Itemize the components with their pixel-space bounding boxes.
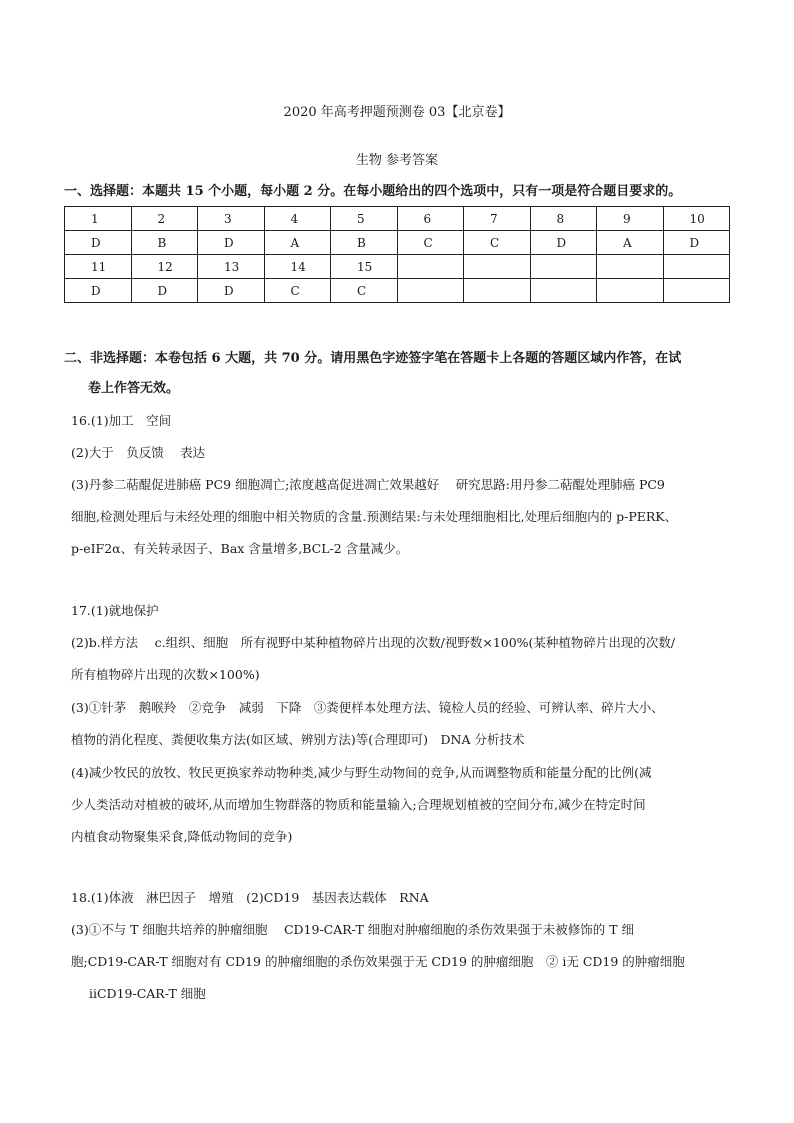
q17-line-5: 植物的消化程度、粪便收集方法(如区域、辨别方法)等(合理即可) DNA 分析技术: [71, 732, 525, 747]
answer-table-cell: 4: [264, 207, 331, 231]
answer-table-row: [65, 231, 730, 255]
answer-table-cell: [397, 255, 464, 279]
q16-line-1: 16.(1)加工 空间: [71, 413, 172, 428]
q18-line-2: (3)①不与 T 细胞共培养的肿瘤细胞 CD19-CAR-T 细胞对肿瘤细胞的杀伤效果强于未被修饰的 T 细: [71, 922, 635, 937]
answer-table-cell: D: [65, 279, 132, 303]
answer-table-cell: 14: [264, 255, 331, 279]
q16-line-2: (2)大于 负反馈 表达: [71, 445, 206, 460]
answer-table-row: [65, 207, 730, 231]
answer-table-cell: D: [198, 231, 265, 255]
answer-table-row: [65, 279, 730, 303]
answer-table-cell: D: [131, 279, 198, 303]
answer-table-cell: D: [65, 231, 132, 255]
document-subtitle: 生物 参考答案: [355, 153, 439, 168]
answer-table-cell: D: [530, 231, 597, 255]
answer-table-cell: [663, 255, 730, 279]
answer-table-cell: A: [597, 231, 664, 255]
answer-table-cell: 12: [131, 255, 198, 279]
q17-line-7: 少人类活动对植被的破坏,从而增加生物群落的物质和能量输入;合理规划植被的空间分布,减少在特定时间: [71, 797, 646, 812]
answer-table-cell: [530, 255, 597, 279]
answer-table-cell: B: [331, 231, 398, 255]
answer-table-cell: 9: [597, 207, 664, 231]
q18-line-3: 胞;CD19-CAR-T 细胞对有 CD19 的肿瘤细胞的杀伤效果强于无 CD19 的肿瘤细胞 ② ⅰ无 CD19 的肿瘤细胞: [71, 954, 685, 969]
answer-table-cell: 3: [198, 207, 265, 231]
q17-line-6: (4)减少牧民的放牧、牧民更换家养动物种类,减少与野生动物间的竞争,从而调整物质和能量分配的比例(减: [71, 765, 652, 780]
answer-table-cell: 1: [65, 207, 132, 231]
q17-line-2: (2)b.样方法 c.组织、细胞 所有视野中某种植物碎片出现的次数/视野数×100%(某种植物碎片出现的次数/: [71, 635, 676, 650]
document-title: 2020 年高考押题预测卷 03【北京卷】: [283, 105, 511, 120]
section2-heading: [64, 344, 740, 404]
answer-table-cell: D: [198, 279, 265, 303]
answer-table-cell: A: [264, 231, 331, 255]
answer-table-cell: 15: [331, 255, 398, 279]
q17-line-4: (3)①针茅 鹅喉羚 ②竞争 减弱 下降 ③粪便样本处理方法、镜检人员的经验、可辨认率、碎片大小、: [71, 700, 664, 715]
answer-table-cell: 13: [198, 255, 265, 279]
answer-table-cell: 10: [663, 207, 730, 231]
answer-table-cell: 6: [397, 207, 464, 231]
answer-table-cell: 2: [131, 207, 198, 231]
answer-table-cell: [530, 279, 597, 303]
answer-table-cell: [464, 279, 531, 303]
answer-table-cell: C: [264, 279, 331, 303]
answer-table-cell: D: [663, 231, 730, 255]
answer-table-cell: 11: [65, 255, 132, 279]
q17-line-3: 所有植物碎片出现的次数×100%): [71, 667, 260, 682]
answer-table-cell: [464, 255, 531, 279]
answer-table-cell: C: [331, 279, 398, 303]
q16-line-3: (3)丹参二萜醌促进肺癌 PC9 细胞凋亡;浓度越高促进凋亡效果越好 研究思路:用丹参二萜醌处理肺癌 PC9: [71, 477, 665, 492]
section1-heading: 一、选择题：本题共 15 个小题，每小题 2 分。在每小题给出的四个选项中，只有一项是符合题目要求的。: [64, 184, 682, 199]
answer-table: [64, 206, 730, 303]
answer-table-cell: B: [131, 231, 198, 255]
answer-table-cell: C: [464, 231, 531, 255]
section2-heading-line2: 卷上作答无效。: [88, 381, 180, 396]
answer-table-cell: 7: [464, 207, 531, 231]
answer-table-cell: [397, 279, 464, 303]
answer-table-cell: 5: [331, 207, 398, 231]
q16-line-5: p-eIF2α、有关转录因子、Bax 含量增多,BCL-2 含量减少。: [71, 541, 409, 556]
q18-line-4: ⅱCD19-CAR-T 细胞: [89, 986, 206, 1001]
q17-line-8: 内植食动物聚集采食,降低动物间的竞争): [71, 829, 293, 844]
answer-table-cell: 8: [530, 207, 597, 231]
section2-heading-line1: 二、非选择题：本卷包括 6 大题，共 70 分。请用黑色字迹签字笔在答题卡上各题的答题区域内作答，在试: [64, 351, 682, 366]
answer-table-cell: [663, 279, 730, 303]
answer-table-cell: C: [397, 231, 464, 255]
q16-line-4: 细胞,检测处理后与未经处理的细胞中相关物质的含量.预测结果:与未处理细胞相比,处理后细胞内的 p-PERK、: [71, 509, 678, 524]
q18-line-1: 18.(1)体液 淋巴因子 增殖 (2)CD19 基因表达载体 RNA: [71, 890, 429, 905]
answer-table-cell: [597, 279, 664, 303]
q17-line-1: 17.(1)就地保护: [71, 603, 159, 618]
answer-table-row: [65, 255, 730, 279]
answer-table-cell: [597, 255, 664, 279]
